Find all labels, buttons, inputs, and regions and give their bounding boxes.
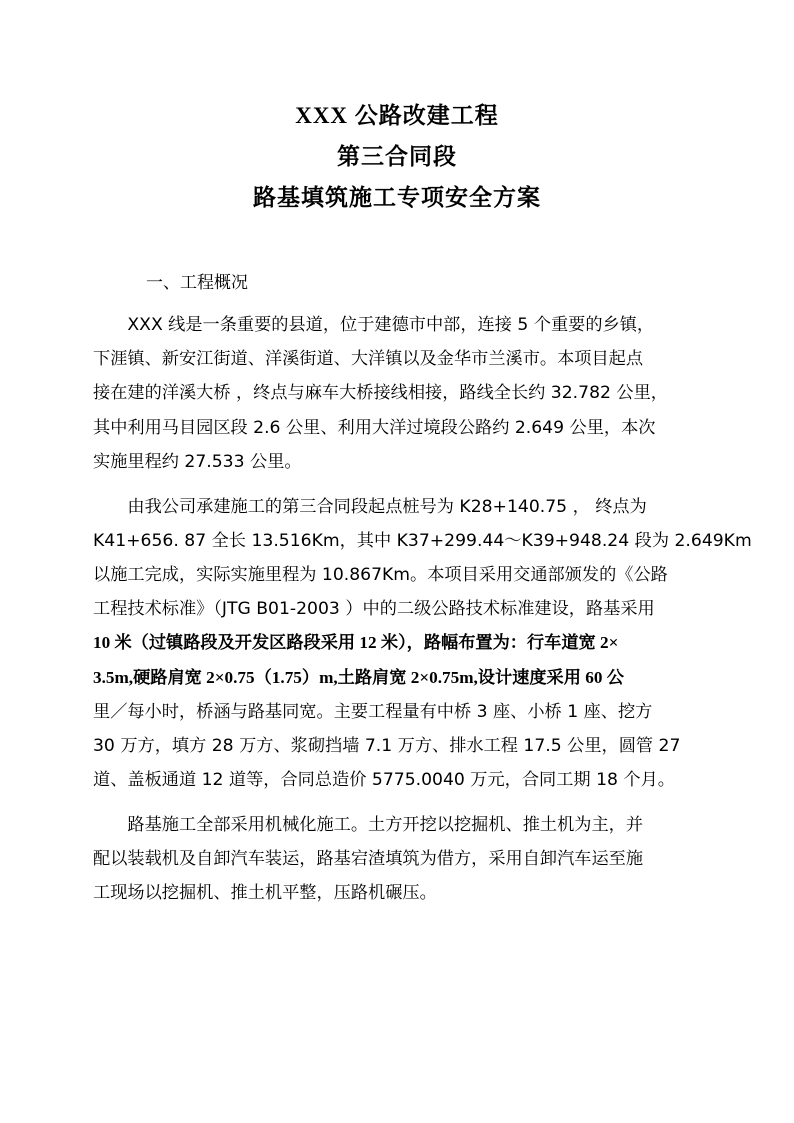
text-line: 配以装载机及自卸汽车装运，路基宕渣填筑为借方，采用自卸汽车运至施 (93, 849, 644, 870)
text-line: 其中利用马目园区段 2.6 公里、利用大洋过境段公路约 2.649 公里，本次 (93, 417, 656, 438)
text-line: 3.5m,硬路肩宽 2×0.75（1.75）m,土路肩宽 2×0.75m,设计速度采用 60 公 (93, 667, 624, 687)
text-line: 工程技术标准》（JTG B01-2003 ）中的二级公路技术标准建设，路基采用 (93, 599, 655, 620)
document-body (93, 308, 752, 921)
text-line: 10 米（过镇路段及开发区路段采用 12 米），路幅布置为：行车道宽 2× (93, 633, 619, 653)
title-line-project: XXX 公路改建工程 (295, 103, 499, 128)
text-line: 以施工完成，实际实施里程为 10.867Km。本项目采用交通部颁发的《公路 (93, 564, 668, 585)
document-title (0, 98, 794, 221)
paragraph-overview (93, 308, 700, 479)
section-heading: 一、工程概况 (146, 273, 248, 293)
text-line: 30 万方，填方 28 万方、浆砌挡墙 7.1 万方、排水工程 17.5 公里，圆管 27 (93, 735, 681, 756)
text-line: 接在建的洋溪大桥 ，终点与麻车大桥接线相接，路线全长约 32.782 公里， (93, 383, 668, 404)
title-line-section: 第三合同段 (337, 144, 457, 169)
text-line: K41+656. 87 全长 13.516Km，其中 K37+299.44～K39+948.24 段为 2.649Km (93, 530, 752, 551)
paragraph-contract-section (93, 490, 752, 798)
text-line: 下涯镇、新安江街道、洋溪街道、大洋镇以及金华市兰溪市。本项目起点 (93, 349, 644, 370)
text-line: 实施里程约 27.533 公里。 (93, 451, 302, 472)
text-line: 由我公司承建施工的第三合同段起点桩号为 K28+140.75 ， 终点为 (127, 496, 647, 517)
text-line: 道、盖板通道 12 道等，合同总造价 5775.0040 万元，合同工期 18 个月。 (93, 770, 675, 791)
paragraph-construction-method (93, 808, 700, 911)
text-line: 工现场以挖掘机、推土机平整，压路机碾压。 (93, 883, 437, 904)
text-line: 里／每小时，桥涵与路基同宽。主要工程量有中桥 3 座、小桥 1 座、挖方 (93, 701, 653, 722)
text-line: 路基施工全部采用机械化施工。土方开挖以挖掘机、推土机为主，并 (127, 814, 644, 835)
text-line: XXX 线是一条重要的县道，位于建德市中部，连接 5 个重要的乡镇， (127, 315, 655, 335)
title-line-plan: 路基填筑施工专项安全方案 (253, 185, 541, 210)
